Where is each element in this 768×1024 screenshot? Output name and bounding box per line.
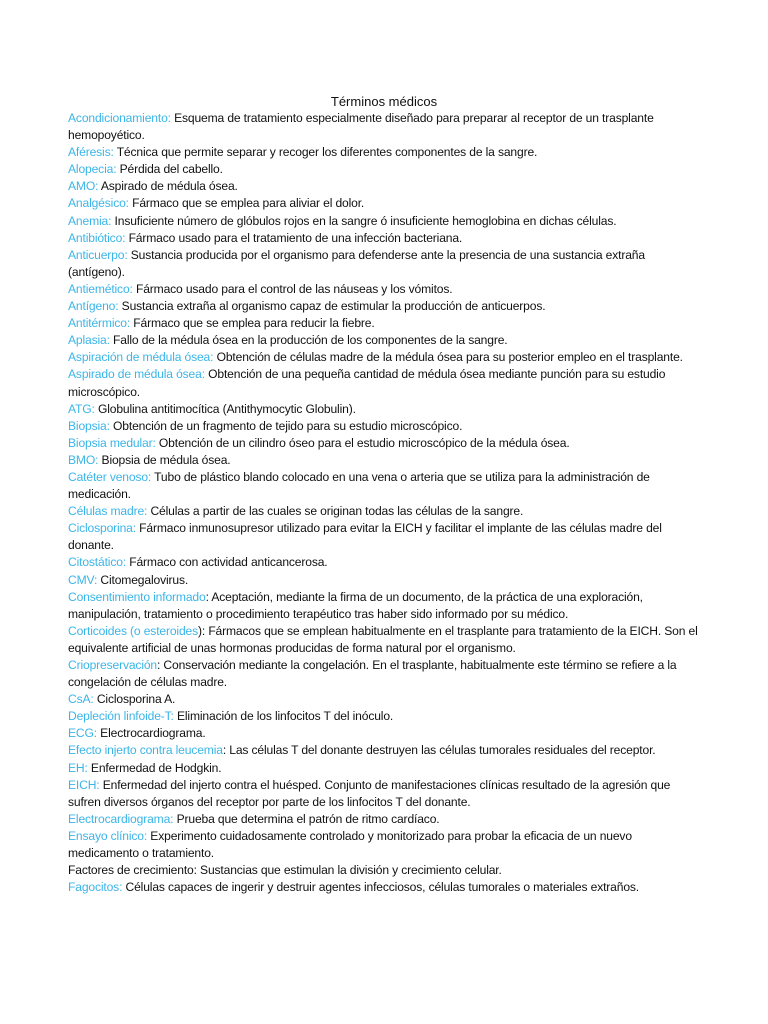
glossary-definition: : Aceptación, mediante la firma de un documento, de la práctica de una exploración, manipulación, tratamiento o procedimiento terapéutico tras haber sido informado por su médico. bbox=[68, 589, 643, 621]
glossary-entry bbox=[68, 110, 698, 144]
glossary-definition: Eliminación de los linfocitos T del inóculo. bbox=[173, 709, 394, 724]
glossary-entry bbox=[68, 230, 698, 247]
glossary-term: ECG: bbox=[68, 726, 97, 741]
glossary-term: EH: bbox=[68, 760, 88, 775]
glossary-term: Aplasia: bbox=[68, 333, 110, 348]
glossary-definition: Células a partir de las cuales se originan todas las células de la sangre. bbox=[147, 504, 524, 519]
glossary-definition: : Conservación mediante la congelación. En el trasplante, habitualmente este término se refiere a la congelación de células madre. bbox=[68, 658, 677, 690]
glossary-term: Aféresis: bbox=[68, 145, 114, 160]
glossary-definition: Fármaco usado para el tratamiento de una infección bacteriana. bbox=[125, 230, 463, 245]
glossary-term: Citostático: bbox=[68, 555, 127, 570]
glossary-term: Consentimiento informado bbox=[68, 589, 206, 604]
glossary-term: Ensayo clínico: bbox=[68, 828, 148, 843]
glossary-entry bbox=[68, 144, 698, 161]
glossary-term: CsA: bbox=[68, 692, 94, 707]
glossary-entry bbox=[68, 418, 698, 435]
glossary-definition: Citomegalovirus. bbox=[97, 572, 189, 587]
glossary-term: Biopsia: bbox=[68, 418, 110, 433]
glossary-entry bbox=[68, 366, 698, 400]
glossary-definition: Obtención de un fragmento de tejido para su estudio microscópico. bbox=[109, 418, 463, 433]
glossary-definition: Tubo de plástico blando colocado en una vena o arteria que se utiliza para la administración de medicación. bbox=[68, 469, 650, 502]
glossary-entry bbox=[68, 828, 698, 862]
glossary-term: Antiemético: bbox=[68, 281, 133, 296]
glossary-definition: Obtención de un cilindro óseo para el estudio microscópico de la médula ósea. bbox=[155, 435, 570, 450]
glossary-term: Ciclosporina: bbox=[68, 521, 136, 536]
glossary-term: Antibiótico: bbox=[68, 230, 126, 245]
glossary-entry bbox=[68, 554, 698, 571]
glossary-term: Factores de crecimiento: bbox=[68, 863, 197, 878]
glossary-term: Antitérmico: bbox=[68, 316, 131, 331]
glossary-definition: Obtención de una pequeña cantidad de médula ósea mediante punción para su estudio microscópico. bbox=[68, 367, 666, 399]
glossary-entry bbox=[68, 247, 698, 281]
glossary-definition: Fallo de la médula ósea en la producción de los componentes de la sangre. bbox=[109, 333, 508, 348]
glossary-entry bbox=[68, 435, 698, 452]
glossary-entry bbox=[68, 572, 698, 589]
glossary-term: Catéter venoso: bbox=[68, 469, 152, 484]
glossary-entry bbox=[68, 349, 698, 366]
glossary-term: Anticuerpo: bbox=[68, 247, 128, 262]
glossary-entry bbox=[68, 708, 698, 725]
glossary-definition: Aspirado de médula ósea. bbox=[98, 179, 238, 194]
glossary-term: Electrocardiograma: bbox=[68, 811, 174, 826]
glossary-term: Depleción linfoide-T: bbox=[68, 709, 174, 724]
glossary-definition: Técnica que permite separar y recoger los diferentes componentes de la sangre. bbox=[113, 145, 538, 160]
glossary-term: BMO: bbox=[68, 452, 99, 467]
glossary-entry bbox=[68, 777, 698, 811]
glossary-entry bbox=[68, 401, 698, 418]
glossary-definition: Pérdida del cabello. bbox=[116, 162, 223, 177]
glossary-entry bbox=[68, 469, 698, 503]
glossary-definition: Biopsia de médula ósea. bbox=[98, 452, 231, 467]
glossary-definition: Sustancias que estimulan la división y crecimiento celular. bbox=[196, 863, 502, 878]
glossary-definition: Fármaco con actividad anticancerosa. bbox=[126, 555, 328, 570]
glossary-definition: Fármaco que se emplea para aliviar el dolor. bbox=[128, 196, 365, 211]
glossary-term: Fagocitos: bbox=[68, 880, 123, 895]
glossary-definition: Electrocardiograma. bbox=[96, 726, 206, 741]
glossary-term: Alopecia: bbox=[68, 162, 117, 177]
glossary-definition: Células capaces de ingerir y destruir agentes infecciosos, células tumorales o materiales extraños. bbox=[122, 880, 640, 895]
glossary-term: AMO: bbox=[68, 179, 99, 194]
glossary-term: CMV: bbox=[68, 572, 98, 587]
glossary-entry bbox=[68, 503, 698, 520]
glossary-entry bbox=[68, 161, 698, 178]
glossary-term: ATG: bbox=[68, 401, 95, 416]
glossary-definition: Obtención de células madre de la médula ósea para su posterior empleo en el trasplante. bbox=[213, 350, 683, 365]
glossary-definition: Experimento cuidadosamente controlado y monitorizado para probar la eficacia de un nuevo medicamento o tratamiento. bbox=[68, 828, 632, 861]
glossary-definition: Fármaco que se emplea para reducir la fiebre. bbox=[130, 316, 375, 331]
glossary-entry bbox=[68, 879, 698, 896]
glossary-term: Aspiración de médula ósea: bbox=[68, 350, 214, 365]
glossary-definition: Fármaco inmunosupresor utilizado para evitar la EICH y facilitar el implante de las células madre del donante. bbox=[68, 521, 662, 553]
glossary-entry bbox=[68, 691, 698, 708]
glossary-entry bbox=[68, 623, 698, 657]
glossary-term: Acondicionamiento: bbox=[68, 111, 171, 125]
glossary-entry bbox=[68, 298, 698, 315]
glossary-definition: Fármaco usado para el control de las náuseas y los vómitos. bbox=[132, 281, 453, 296]
glossary-entry bbox=[68, 589, 698, 623]
glossary-entry bbox=[68, 281, 698, 298]
glossary-entry bbox=[68, 332, 698, 349]
glossary-definition: Ciclosporina A. bbox=[93, 692, 176, 707]
glossary-term: Anemia: bbox=[68, 213, 112, 228]
glossary-definition: Globulina antitimocítica (Antithymocytic Globulin). bbox=[94, 401, 356, 416]
glossary-list bbox=[68, 110, 698, 896]
glossary-entry bbox=[68, 520, 698, 554]
document-title: Términos médicos bbox=[330, 94, 438, 109]
glossary-definition: Enfermedad del injerto contra el huésped. Conjunto de manifestaciones clínicas resultado de la agresión que sufren diversos órganos del receptor por parte de los linfocitos T del donante. bbox=[68, 777, 671, 809]
glossary-term: Antígeno: bbox=[68, 299, 119, 314]
glossary-definition: Prueba que determina el patrón de ritmo cardíaco. bbox=[173, 811, 440, 826]
glossary-definition: Esquema de tratamiento especialmente diseñado para preparar al receptor de un trasplante hemopoyético. bbox=[68, 111, 654, 143]
glossary-entry bbox=[68, 657, 698, 691]
glossary-term: Células madre: bbox=[68, 504, 148, 519]
glossary-term: EICH: bbox=[68, 777, 100, 792]
glossary-term: Aspirado de médula ósea: bbox=[68, 367, 205, 382]
glossary-term: Biopsia medular: bbox=[68, 435, 156, 450]
glossary-definition: Sustancia extraña al organismo capaz de estimular la producción de anticuerpos. bbox=[118, 299, 546, 314]
glossary-term: Corticoides (o esteroides bbox=[68, 623, 199, 638]
glossary-definition: Sustancia producida por el organismo para defenderse ante la presencia de una sustancia extraña (antígeno). bbox=[68, 247, 645, 279]
glossary-entry bbox=[68, 811, 698, 828]
glossary-entry bbox=[68, 315, 698, 332]
glossary-entry bbox=[68, 725, 698, 742]
glossary-definition: : Las células T del donante destruyen las células tumorales residuales del receptor. bbox=[222, 743, 656, 758]
glossary-entry bbox=[68, 178, 698, 195]
glossary-term: Analgésico: bbox=[68, 196, 129, 211]
glossary-entry bbox=[68, 195, 698, 212]
glossary-entry bbox=[68, 742, 698, 759]
glossary-definition: Insuficiente número de glóbulos rojos en la sangre ó insuficiente hemoglobina en dichas células. bbox=[111, 213, 617, 228]
glossary-entry bbox=[68, 452, 698, 469]
glossary-entry bbox=[68, 862, 698, 879]
glossary-term: Efecto injerto contra leucemia bbox=[68, 743, 223, 758]
glossary-definition: ): Fármacos que se emplean habitualmente en el trasplante para tratamiento de la EICH. Son el equivalente artificial de unas hormonas producidas de forma natural por el organismo. bbox=[68, 623, 698, 655]
glossary-entry bbox=[68, 213, 698, 230]
glossary-entry bbox=[68, 760, 698, 777]
glossary-definition: Enfermedad de Hodgkin. bbox=[87, 760, 222, 775]
glossary-term: Criopreservación bbox=[68, 658, 158, 672]
